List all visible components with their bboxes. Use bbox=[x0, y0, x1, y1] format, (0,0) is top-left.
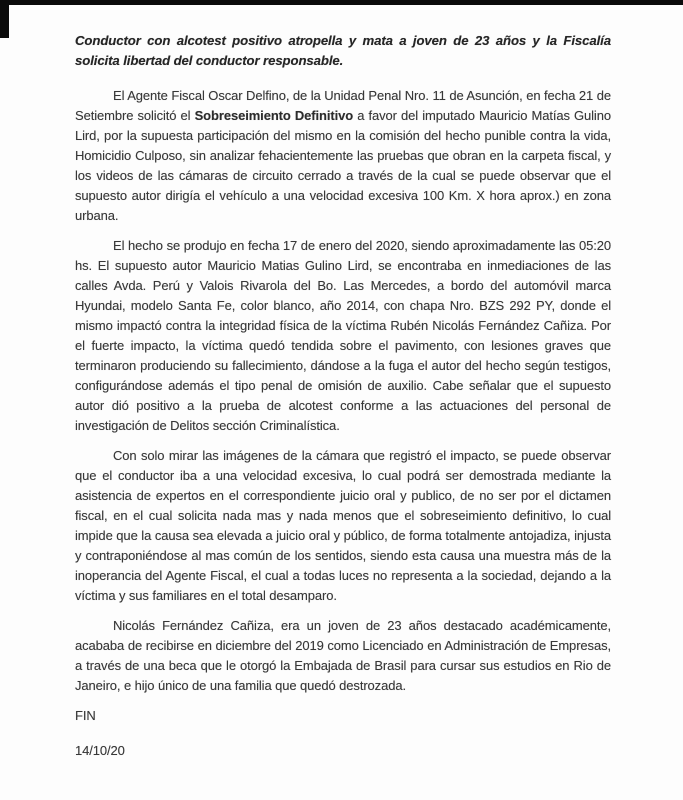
paragraph-hecho: El hecho se produjo en fecha 17 de enero del 2020, siendo aproximadamente las 05:20 hs. El supuesto autor Mauricio Matias Gulino Lird, se encontraba en inmediaciones de las calles Avda. Perú y Valois Rivarola del Bo. Las Mercedes, a bordo del automóvil marca Hyundai, modelo Santa Fe, color blanco, año 2014, con chapa Nro. BZS 292 PY, donde el mismo impactó contra la integridad física de la víctima Rubén Nicolás Fernández Cañiza. Por el fuerte impacto, la víctima quedó tendida sobre el pavimento, con lesiones graves que terminaron produciendo su fallecimiento, dándose a la fuga el autor del hecho según testigos, configurándose además el tipo penal de omisión de auxilio. Cabe señalar que el supuesto autor dió positivo a la prueba de alcotest conforme a las actuaciones del personal de investigación de Delitos sección Criminalística. bbox=[75, 238, 611, 433]
screenshot-left-border-artifact bbox=[0, 0, 9, 38]
paragraph-victima: Nicolás Fernández Cañiza, era un joven de 23 años destacado académicamente, acababa de recibirse en diciembre del 2019 como Licenciado en Administración de Empresas, a través de una beca que le otorgó la Embajada de Brasil para cursar sus estudios en Rio de Janeiro, e hijo único de una familia que quedó destrozada. bbox=[75, 618, 611, 693]
bold-phrase-sobreseimiento-definitivo: Sobreseimiento Definitivo bbox=[194, 108, 354, 123]
paragraph-camara: Con solo mirar las imágenes de la cámara que registró el impacto, se puede observar que el conductor iba a una velocidad excesiva, lo cual podrá ser demostrada mediante la asistencia de expertos en el correspondiente juicio oral y publico, de no ser por el dictamen fiscal, en el cual solicita nada mas y nada menos que el sobreseimiento definitivo, lo cual impide que la causa sea elevada a juicio oral y público, de forma totalmente antojadiza, injusta y contraponiéndose al mas común de los sentidos, siendo esta causa una muestra más de la inoperancia del Agente Fiscal, el cual a todas luces no representa a la sociedad, dejando a la víctima y sus familiares en el total desamparo. bbox=[75, 448, 611, 603]
document-date: 14/10/20 bbox=[75, 743, 125, 758]
paragraph-text-before-bold: El Agente Fiscal Oscar Delfino, de la Unidad Penal Nro. 11 de Asunción, en fecha 21 de Setiembre solicitó el bbox=[75, 88, 611, 123]
paragraph-sobreseimiento bbox=[75, 86, 611, 226]
screenshot-top-border-artifact bbox=[0, 0, 683, 5]
fin-label: FIN bbox=[75, 708, 96, 723]
document-body bbox=[75, 31, 611, 761]
document-title: Conductor con alcotest positivo atropella y mata a joven de 23 años y la Fiscalía solicita libertad del conductor responsable. bbox=[75, 33, 611, 68]
paragraph-text-after-bold: a favor del imputado Mauricio Matías Gulino Lird, por la supuesta participación del mismo en la comisión del hecho punible contra la vida, Homicidio Culposo, sin analizar fehacientemente las pruebas que obran en la carpeta fiscal, y los videos de las cámaras de circuito cerrado a través de la cual se puede observar que el supuesto autor dirigía el vehículo a una velocidad excesiva 100 Km. X hora aprox.) en zona urbana. bbox=[75, 108, 611, 223]
